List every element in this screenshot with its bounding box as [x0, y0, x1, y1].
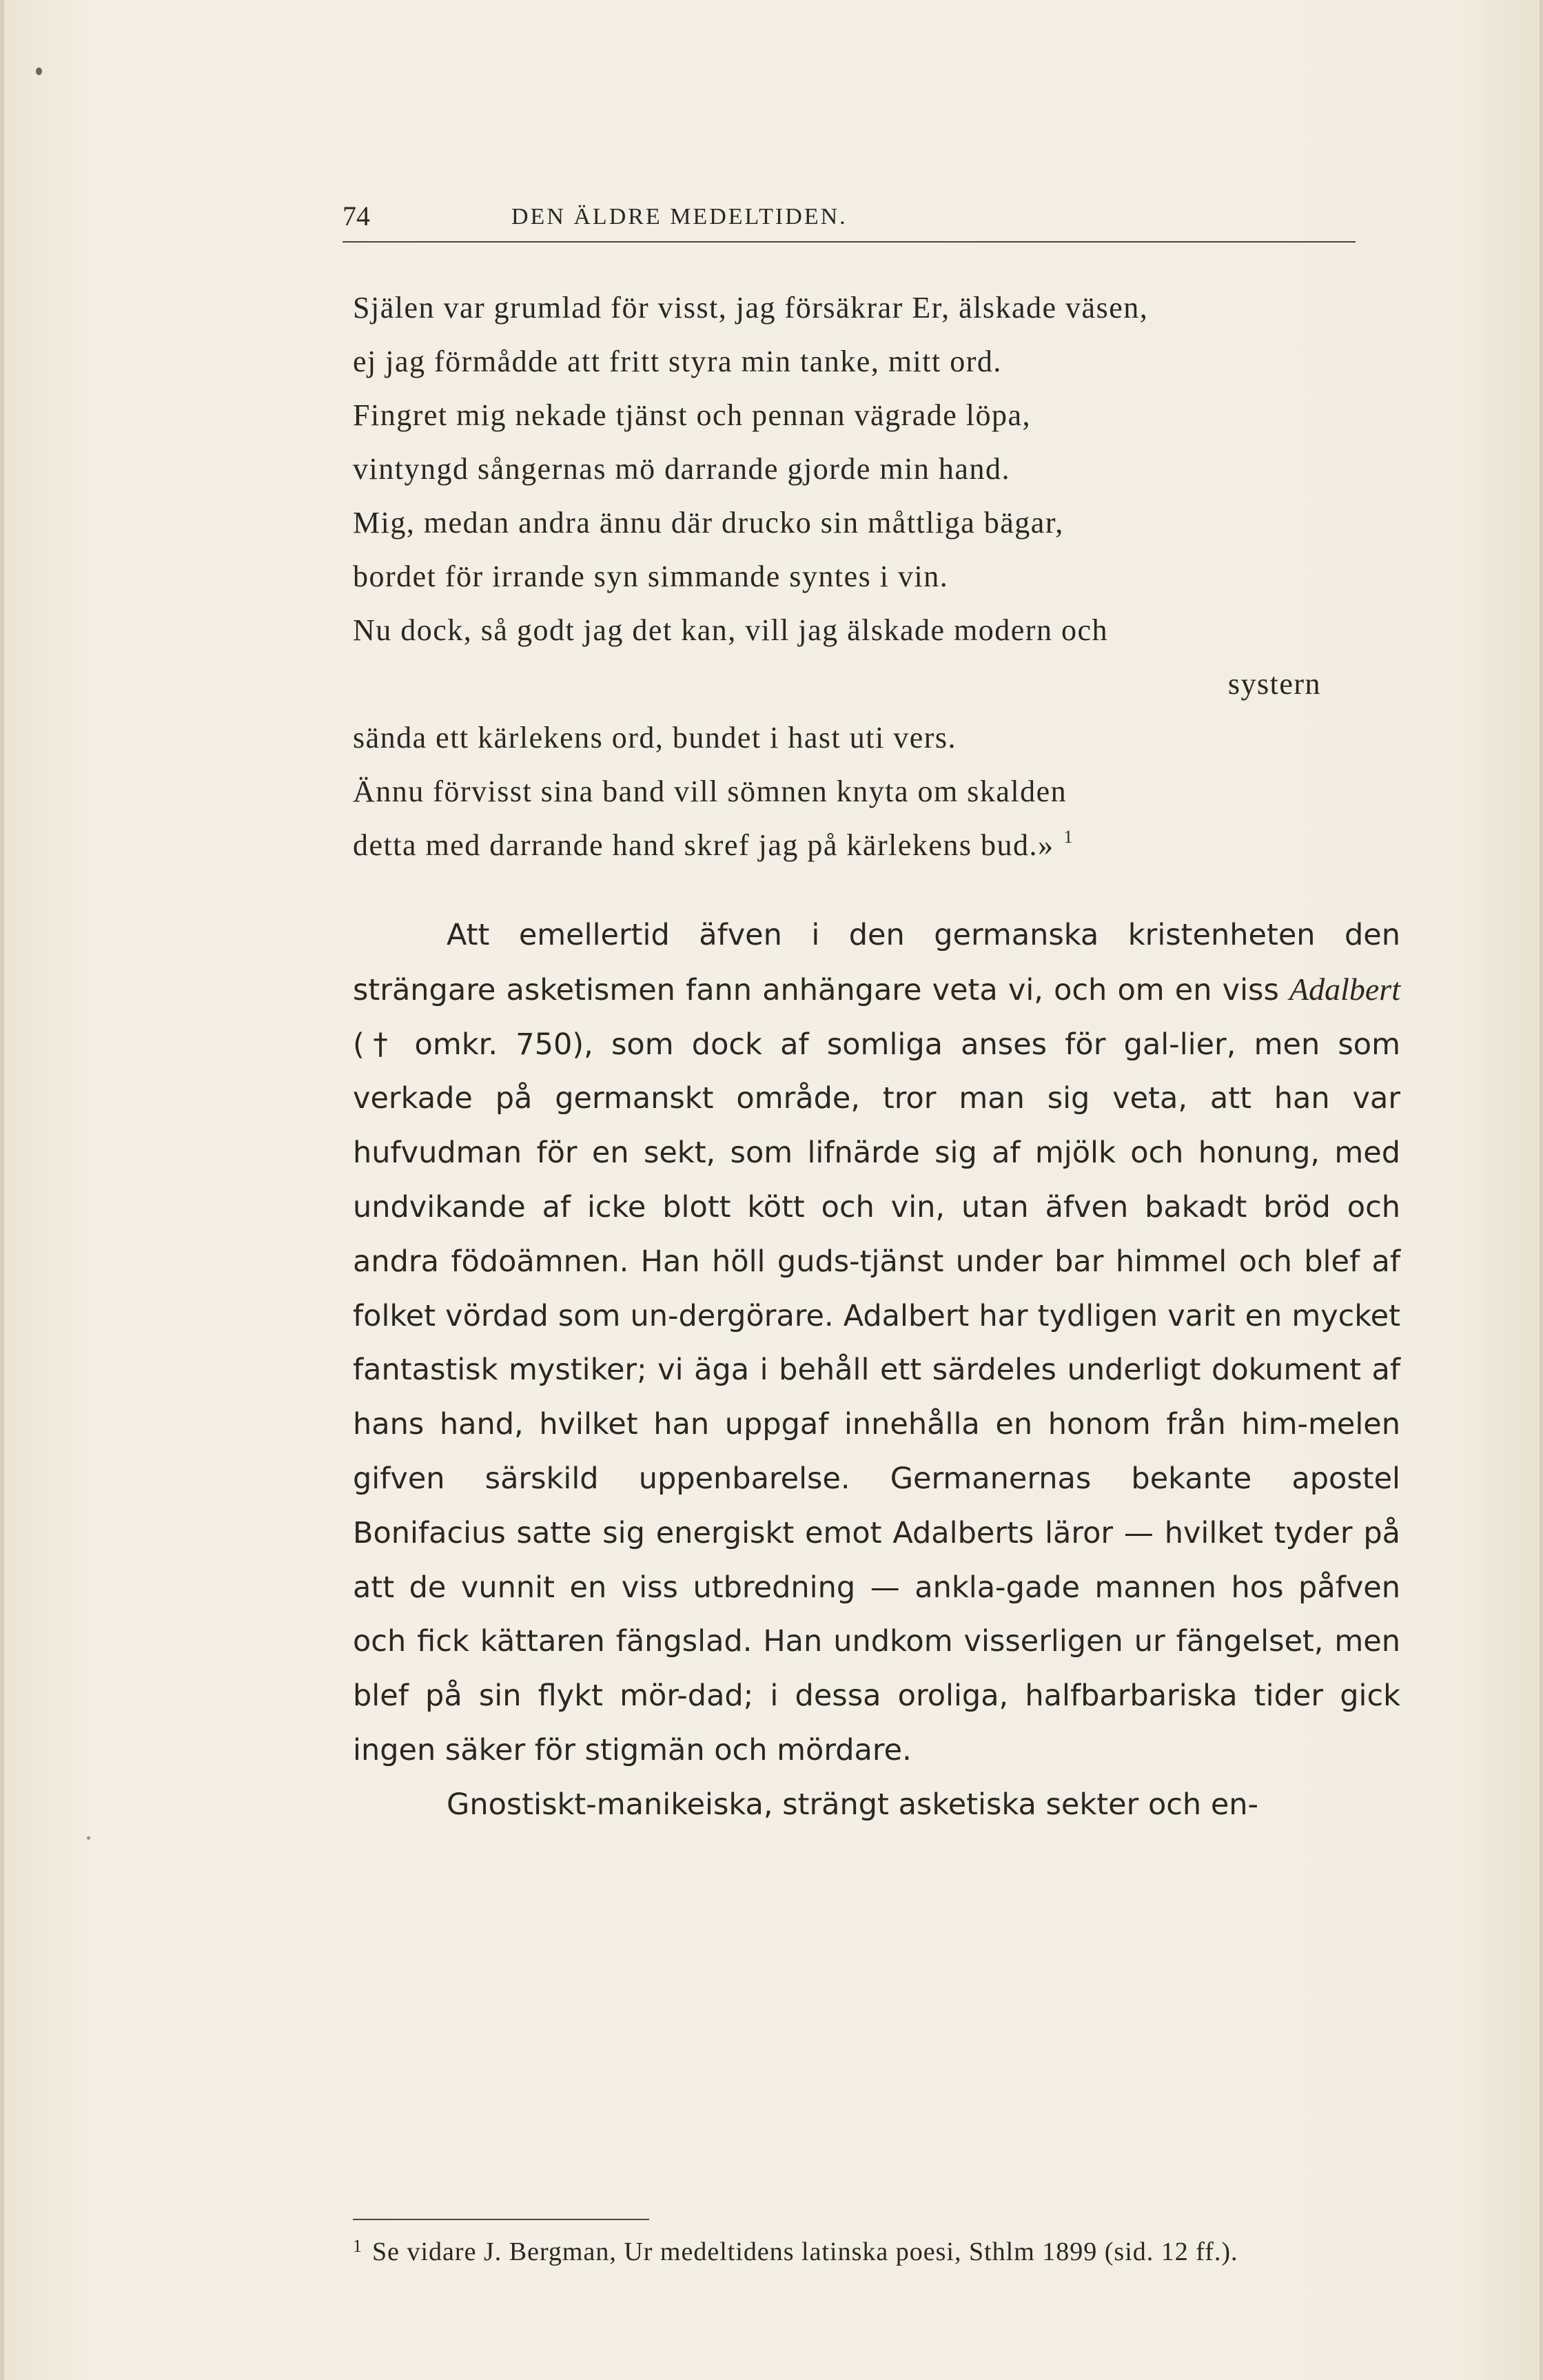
footnote	[353, 2227, 1400, 2279]
verse-line: Fingret mig nekade tjänst och pennan vägrade löpa,	[353, 398, 1032, 432]
running-header	[343, 200, 1397, 241]
paragraph-text: Att emellertid äfven i den germanska kristenheten den strängare asketismen fann anhängare veta vi, och om en viss	[353, 918, 1400, 1007]
footnote-rule-display	[353, 2219, 649, 2220]
paragraph	[353, 908, 1400, 1778]
running-head-title: DEN ÄLDRE MEDELTIDEN.	[511, 204, 848, 229]
paragraph: Gnostiskt-manikeiska, strängt asketiska sekter och en-	[447, 1787, 1259, 1822]
verse-line: vintyngd sångernas mö darrande gjorde min hand.	[353, 452, 1010, 486]
verse-line-last	[353, 819, 1407, 872]
body-text	[353, 908, 1400, 1832]
footnote-text: Se vidare J. Bergman, Ur medeltidens latinska poesi, Sthlm 1899 (sid. 12 ff.).	[372, 2237, 1238, 2266]
paper-speck	[87, 1836, 90, 1840]
verse-block	[353, 281, 1407, 872]
header-rule	[343, 241, 1356, 243]
paragraph-text: († omkr. 750), som dock af somliga anses för gal-lier, men som verkade på germanskt område, tror man sig veta, att han var hufvudman för en sekt, som lifnärde sig af mjölk och honung, med undvikande af icke blott kött och vin, utan äfven bakadt bröd och andra födoämnen. Han höll guds-tjänst under bar himmel och blef af folket vördad som un-dergörare. Adalbert har tydligen varit en mycket fantastisk mystiker; vi äga i behåll ett särdeles underligt dokument af hans hand, hvilket han uppgaf innehålla en honom från him-melen gifven särskild uppenbarelse. Germanernas bekante apostel Bonifacius satte sig energiskt emot Adalberts läror — hvilket tyder på att de vunnit en viss utbredning — ankla-gade mannen hos påfven och fick kättaren fängslad. Han undkom visserligen ur fängelset, men blef på sin flykt mör-dad; i dessa oroliga, halfbarbariska tider gick ingen säker för stigmän och mördare.	[353, 1027, 1400, 1767]
footnote-reference: 1	[1063, 827, 1074, 847]
italic-name: Adalbert	[1289, 971, 1400, 1007]
verse-line: ej jag förmådde att fritt styra min tanke, mitt ord.	[353, 345, 1002, 378]
verse-line: Mig, medan andra ännu där drucko sin måttliga bägar,	[353, 506, 1064, 540]
verse-line-continuation: systern	[1227, 667, 1321, 701]
page-edge-left	[0, 0, 4, 2380]
footnote-marker: 1	[353, 2236, 362, 2256]
verse-line: sända ett kärlekens ord, bundet i hast uti vers.	[353, 721, 957, 755]
page-number: 74	[343, 201, 370, 232]
page-edge-right	[1540, 0, 1543, 2380]
verse-line: bordet för irrande syn simmande syntes i vin.	[353, 560, 949, 593]
verse-line: Själen var grumlad för visst, jag försäkrar Er, älskade väsen,	[353, 291, 1149, 325]
verse-line: Nu dock, så godt jag det kan, vill jag älskade modern och	[353, 613, 1109, 647]
paper-speck	[36, 68, 42, 75]
verse-line-text: detta med darrande hand skref jag på kärlekens bud.»	[353, 828, 1054, 862]
verse-line: Ännu förvisst sina band vill sömnen knyta om skalden	[353, 774, 1067, 808]
